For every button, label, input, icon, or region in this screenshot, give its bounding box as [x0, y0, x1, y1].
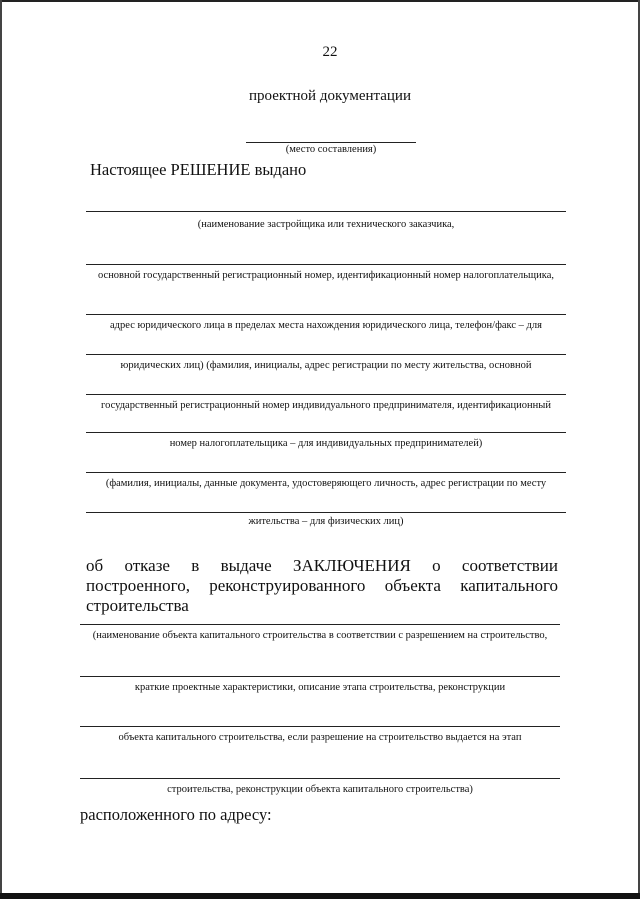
scan-edge-top: [0, 0, 640, 2]
refusal-statement: об отказе в выдаче ЗАКЛЮЧЕНИЯ о соответствии построенного, реконструированного объекта капитального строительства: [86, 556, 558, 615]
applicant-blank-line: [86, 432, 566, 433]
document-heading: проектной документации: [249, 88, 411, 104]
address-label: расположенного по адресу:: [80, 805, 272, 824]
issued-to-text: Настоящее РЕШЕНИЕ выдано: [90, 160, 307, 179]
applicant-caption: государственный регистрационный номер индивидуального предпринимателя, идентификационный: [101, 400, 551, 411]
applicant-blank-line: [86, 314, 566, 315]
applicant-blank-line: [86, 512, 566, 513]
page-number: 22: [322, 44, 338, 60]
object-caption: краткие проектные характеристики, описание этапа строительства, реконструкции: [134, 682, 506, 693]
applicant-blank-line: [86, 354, 566, 355]
object-caption: (наименование объекта капитального строительства в соответствии с разрешением на строительство,: [92, 630, 548, 641]
applicant-caption: жительства – для физических лиц): [248, 516, 404, 527]
applicant-caption: основной государственный регистрационный номер, идентификационный номер налогоплательщика,: [98, 270, 554, 281]
applicant-caption: (наименование застройщика или технического заказчика,: [197, 219, 455, 230]
object-blank-line: [80, 778, 560, 779]
applicant-blank-line: [86, 264, 566, 265]
object-caption: строительства, реконструкции объекта капитального строительства): [167, 784, 473, 795]
applicant-blank-line: [86, 472, 566, 473]
applicant-caption: юридических лиц) (фамилия, инициалы, адрес регистрации по месту жительства, основной: [120, 360, 532, 371]
object-caption: объекта капитального строительства, если разрешение на строительство выдается на этап: [118, 732, 522, 743]
applicant-blank-line: [86, 211, 566, 212]
applicant-caption: номер налогоплательщика – для индивидуальных предпринимателей): [169, 438, 483, 449]
object-blank-line: [80, 676, 560, 677]
scan-edge-bottom: [0, 893, 640, 899]
scan-edge-left: [0, 0, 2, 899]
applicant-caption: (фамилия, инициалы, данные документа, удостоверяющего личность, адрес регистрации по месту: [105, 478, 547, 489]
object-blank-line: [80, 726, 560, 727]
place-caption: (место составления): [285, 144, 377, 155]
object-blank-line: [80, 624, 560, 625]
applicant-blank-line: [86, 394, 566, 395]
place-blank-line: [246, 142, 416, 143]
applicant-caption: адрес юридического лица в пределах места нахождения юридического лица, телефон/факс – для: [110, 320, 542, 331]
